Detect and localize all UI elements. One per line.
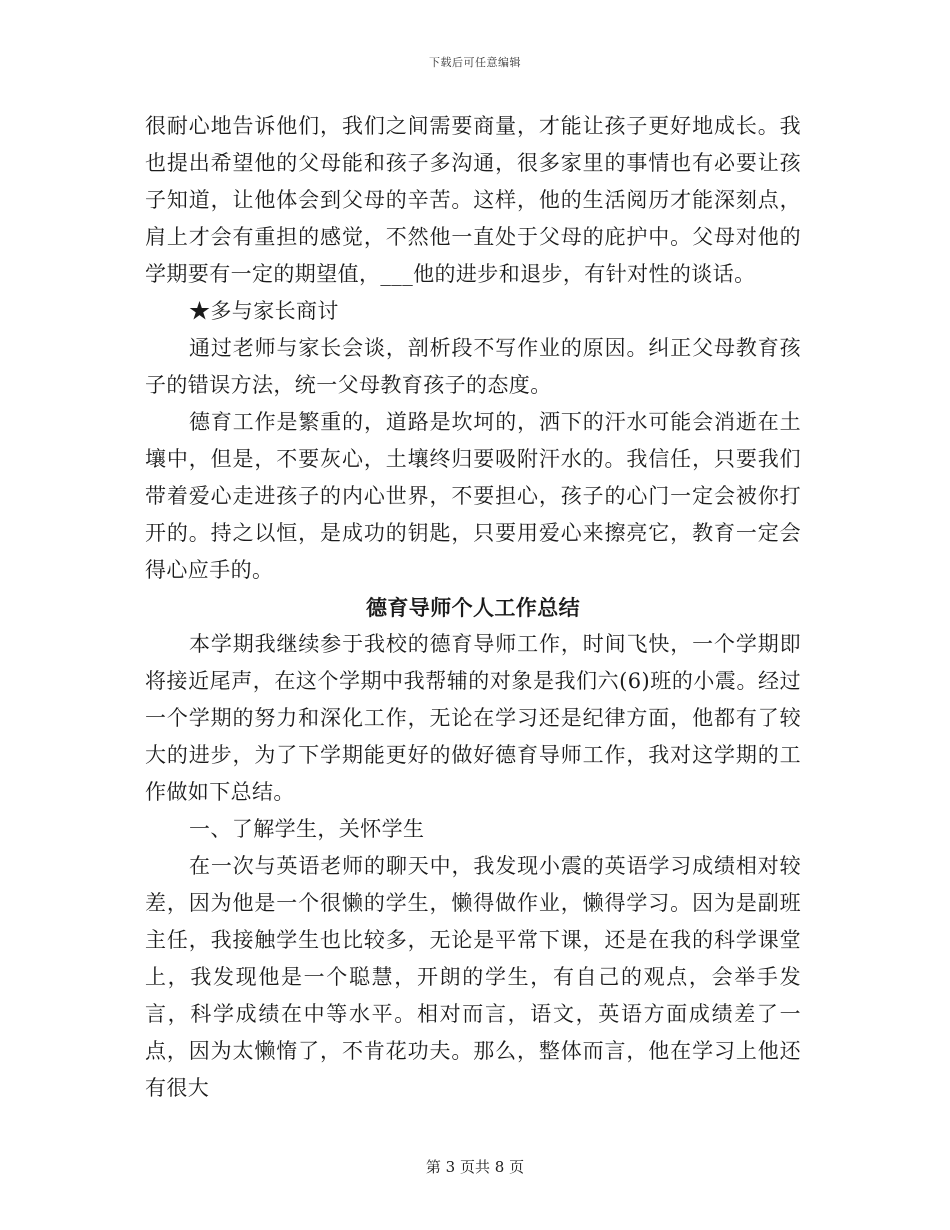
paragraph-english-teacher-chat: 在一次与英语老师的聊天中，我发现小震的英语学习成绩相对较差，因为他是一个很懒的学生，懒得做作业，懒得学习。因为是副班主任，我接触学生也比较多，无论是平常下课，还是在我的科学课堂上，我发现他是一个聪慧，开朗的学生，有自己的观点，会举手发言，科学成绩在中等水平。相对而言，语文，英语方面成绩差了一点，因为太懒惰了，不肯花功夫。那么，整体而言，他在学习上他还有很大 xyxy=(145,854,801,1100)
paragraph-continued: 很耐心地告诉他们，我们之间需要商量，才能让孩子更好地成长。我也提出希望他的父母能和孩子多沟通，很多家里的事情也有必要让孩子知道，让他体会到父母的辛苦。这样，他的生活阅历才能深刻点，肩上才会有重担的感觉，不然他一直处于父母的庇护中。父母对他的学期要有一定的期望值，___他的进步和退步，有针对性的谈话。 xyxy=(145,114,801,286)
page-header: 下载后可任意编辑 xyxy=(429,56,521,69)
paragraph-parent-meeting: 通过老师与家长会谈，剖析段不写作业的原因。纠正父母教育孩子的错误方法，统一父母教育孩子的态度。 xyxy=(145,336,801,397)
subheading-parent-discussion: ★多与家长商讨 xyxy=(189,299,339,323)
page-footer: 第 3 页共 8 页 xyxy=(425,1158,525,1176)
section-title: 德育导师个人工作总结 xyxy=(366,595,580,620)
subheading-understand-students: 一、了解学生，关怀学生 xyxy=(189,817,425,841)
document-body xyxy=(145,108,801,1107)
paragraph-moral-education: 德育工作是繁重的，道路是坎坷的，洒下的汗水可能会消逝在土壤中，但是，不要灰心，土壤终归要吸附汗水的。我信任，只要我们带着爱心走进孩子的内心世界，不要担心，孩子的心门一定会被你打开的。持之以恒，是成功的钥匙，只要用爱心来擦亮它，教育一定会得心应手的。 xyxy=(145,410,801,582)
paragraph-semester-intro: 本学期我继续参于我校的德育导师工作，时间飞快，一个学期即将接近尾声，在这个学期中我帮辅的对象是我们六(6)班的小震。经过一个学期的努力和深化工作，无论在学习还是纪律方面，他都有了较大的进步，为了下学期能更好的做好德育导师工作，我对这学期的工作做如下总结。 xyxy=(145,632,801,804)
